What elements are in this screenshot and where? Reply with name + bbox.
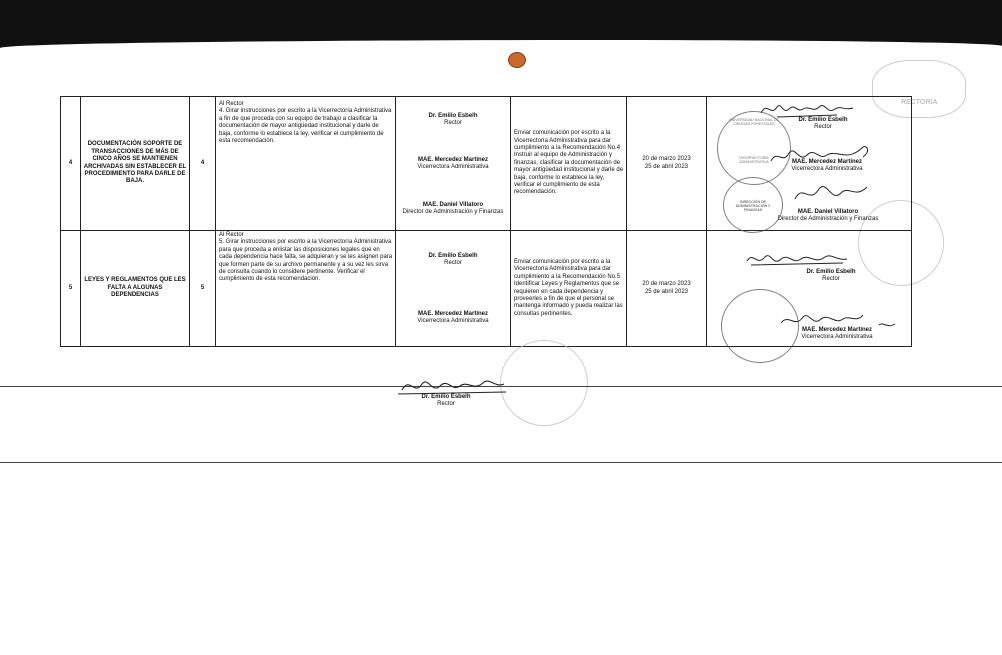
responsable xyxy=(396,311,510,326)
paper-edge xyxy=(0,40,1002,60)
row-number: 4 xyxy=(61,97,81,231)
end-date: 25 de abril 2023 xyxy=(644,288,689,295)
responsable xyxy=(396,113,510,128)
signature-cell xyxy=(707,97,912,231)
signatory xyxy=(791,269,871,284)
signatory-title: Director de Administración y Finanzas xyxy=(777,216,879,223)
dates-cell xyxy=(627,97,707,231)
signatory-name: MAE. Daniel Villatoro xyxy=(797,209,859,215)
recommendation-cell xyxy=(216,97,396,231)
university-seal-text: UNIVERSIDAD NACIONAL DE CIENCIAS FORESTALES xyxy=(729,118,779,127)
action-cell xyxy=(511,231,627,347)
responsable-name: MAE. Mercedez Martínez xyxy=(417,311,489,317)
rectoria-stamp-label: RECTORIA xyxy=(901,99,938,106)
signatory-name: MAE. Mercedez Martínez xyxy=(791,159,863,165)
signature-rector xyxy=(743,249,853,271)
signatory-title: Rector xyxy=(814,124,832,131)
recommendation-cell xyxy=(216,231,396,347)
footer-title: Rector xyxy=(437,401,455,408)
vicerrectoria-seal-text: VICERRECTORÍA ADMINISTRATIVA xyxy=(739,156,769,165)
signatory-title: Vicerrectora Administrativa xyxy=(791,166,863,173)
dates-cell xyxy=(627,231,707,347)
responsable xyxy=(396,157,510,172)
action-text: Enviar comunicación por escrito a la Vicerrectoría Administrativa para dar cumplimiento a la Recomendación No.5 Identificar Leyes y Reglamentos que se requieren en cada dependencia y proveerles a fin de que el personal se mantenga informado y pueda realizar las consultas pertinentes. xyxy=(514,258,623,317)
row-number: 5 xyxy=(61,231,81,347)
responsable xyxy=(396,202,510,217)
audit-table xyxy=(60,96,912,347)
responsable xyxy=(396,253,510,268)
action-text: Enviar comunicación por escrito a la Vicerrectoría Administrativa para dar cumplimiento a la Recomendación No.4 Instruir al equipo de Administración y finanzas, clasificar la documentación de mayor antigüedad institucional y darle de baja, conforme lo establece la ley, verificar el cumplimiento de esta recomendación. xyxy=(514,130,624,196)
footer-signatory xyxy=(396,394,496,409)
start-date: 20 de marzo 2023 xyxy=(642,281,691,288)
responsable-title: Vicerrectora Administrativa xyxy=(417,318,489,325)
university-seal xyxy=(721,289,799,363)
signature-director xyxy=(789,179,879,209)
start-date: 20 de marzo 2023 xyxy=(642,156,691,163)
responsable-name: MAE. Daniel Villatoro xyxy=(422,202,484,208)
responsable-name: Dr. Emilio Esbelh xyxy=(428,253,478,259)
footer-name: Dr. Emilio Esbelh xyxy=(421,394,471,400)
end-date: 25 de abril 2023 xyxy=(644,163,689,170)
signatory-name: Dr. Emilio Esbelh xyxy=(798,117,848,123)
direccion-seal-text: DIRECCIÓN DE ADMINISTRACIÓN Y FINANZAS xyxy=(735,200,771,213)
divider-line xyxy=(0,462,1002,463)
responsable-title: Rector xyxy=(444,260,462,267)
responsables-cell xyxy=(396,97,511,231)
recommendation-number: 5 xyxy=(190,231,216,347)
responsable-title: Rector xyxy=(444,120,462,127)
responsable-name: MAE. Mercedez Martínez xyxy=(417,157,489,163)
recommendation-text: 5. Girar instrucciones por escrito a la Vicerrectoría Administrativa para que proceda a enlistar las disposiciones legales que en cada dependencia hace falta, se adquieran y se les asignen para que formen parte de su archivo permanente y a su vez les sirva de consulta cuando lo considere pertinente. Verificar el cumplimiento de esta recomendación. xyxy=(219,239,393,283)
table-row xyxy=(61,97,912,231)
signatory xyxy=(793,117,853,132)
direccion-seal xyxy=(723,177,783,233)
responsable-name: Dr. Emilio Esbelh xyxy=(428,113,478,119)
table-row xyxy=(61,231,912,347)
signatory-title: Rector xyxy=(822,276,840,283)
signatory-name: MAE. Mercedez Martínez xyxy=(801,327,873,333)
signatory-title: Vicerrectora Administrativa xyxy=(801,334,873,341)
responsables-cell xyxy=(396,231,511,347)
recommendation-text: 4. Girar instrucciones por escrito a la Vicerrectoría Administrativa a fin de que proceda con su equipo de trabajo a clasificar la documentación de mayor antigüedad institucional y darle de baja, conforme lo establece la ley, verificar el cumplimiento de esta recomendación. xyxy=(219,108,392,145)
scan-top-shadow xyxy=(0,0,1002,52)
signatory-name: Dr. Emilio Esbelh xyxy=(806,269,856,275)
recommendation-recipient: Al Rector xyxy=(219,101,244,107)
faint-seal-bottom xyxy=(500,340,588,426)
finding-title: DOCUMENTACIÓN SOPORTE DE TRANSACCIONES DE MÁS DE CINCO AÑOS SE MANTIENEN ARCHIVADAS SIN ESTABLECER EL PROCEDIMIENTO PARA DARLE DE BAJA. xyxy=(81,97,190,231)
finding-title: LEYES Y REGLAMENTOS QUE LES FALTA A ALGUNAS DEPENDENCIAS xyxy=(81,231,190,347)
action-cell xyxy=(511,97,627,231)
responsable-title: Vicerrectora Administrativa xyxy=(417,164,489,171)
recommendation-number: 4 xyxy=(190,97,216,231)
responsable-title: Director de Administración y Finanzas xyxy=(402,209,504,216)
recommendation-recipient: Al Rector xyxy=(219,232,244,238)
university-seal xyxy=(717,111,791,185)
punch-hole xyxy=(508,52,526,68)
signature-cell xyxy=(707,231,912,347)
